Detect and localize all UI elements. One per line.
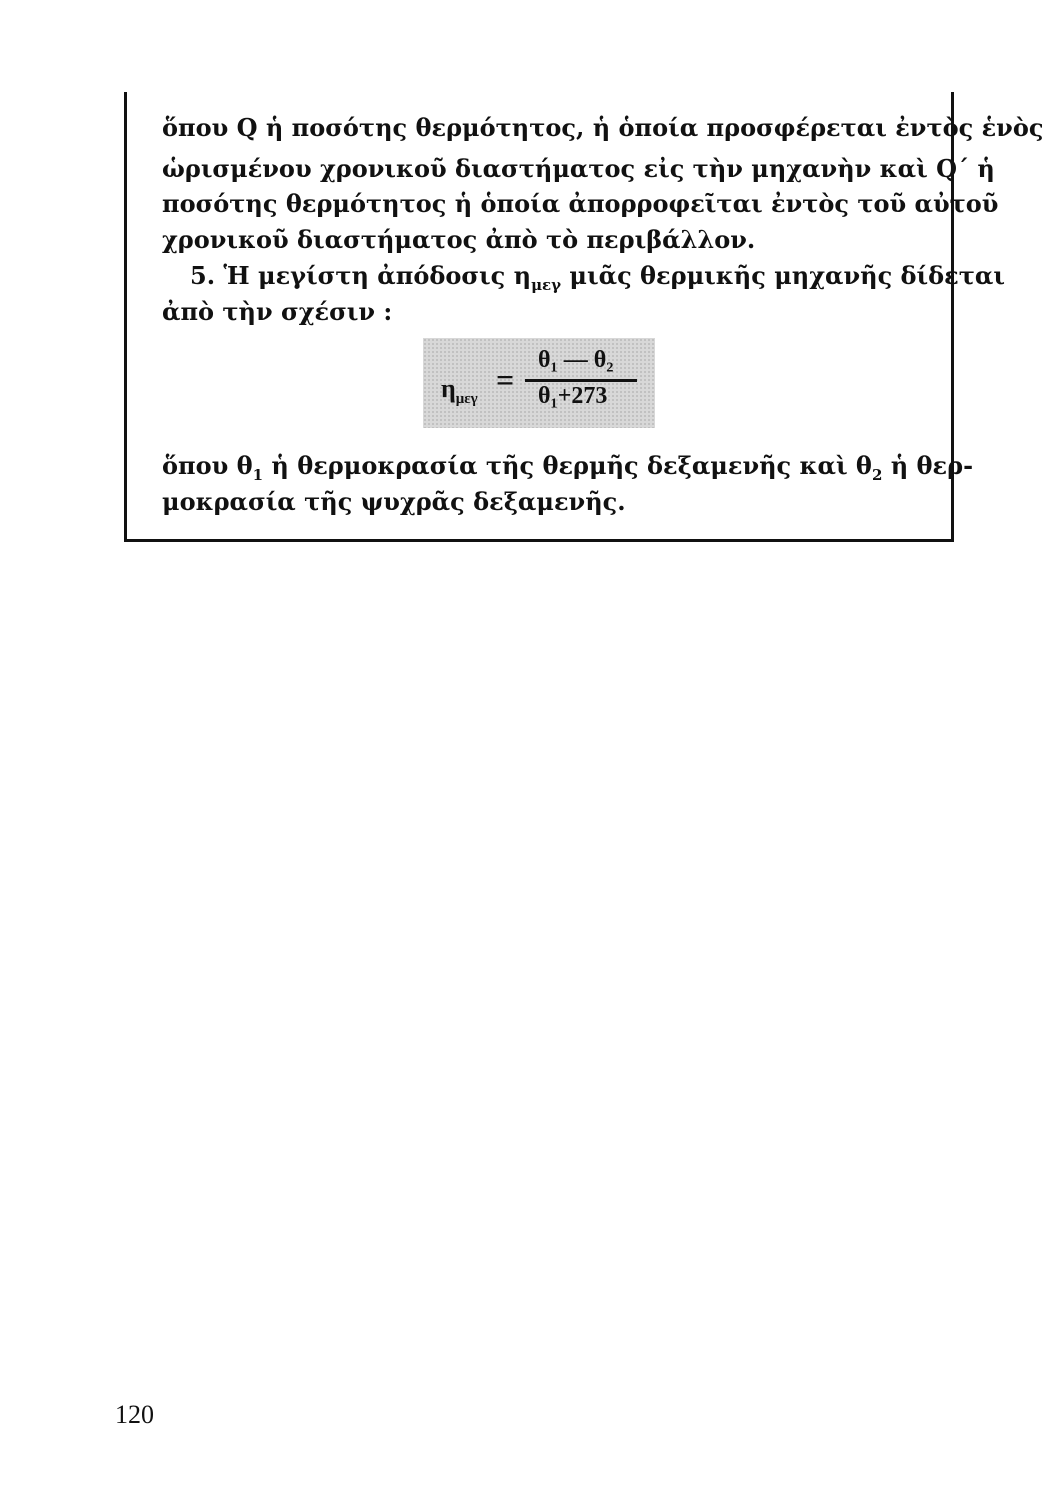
theta-2-subscript: 2: [871, 466, 883, 484]
fraction-bar: [525, 379, 637, 382]
formula-lhs: [441, 374, 478, 407]
item-5-text-a: 5. Ἡ μεγίστη ἀπόδοσις η: [190, 261, 532, 290]
text-line-1: ὅπου Q ἡ ποσότης θερμότητος, ἡ ὁποία προσφέρεται ἐντὸς ἑνὸς: [162, 113, 1044, 142]
item-5-text-b: μιᾶς θερμικῆς μηχανῆς δίδεται: [561, 261, 1005, 290]
where-text-a: ὅπου θ: [162, 451, 253, 480]
theta-1-subscript: 1: [252, 466, 264, 484]
text-line-3: ποσότης θερμότητος ἡ ὁποία ἀπορροφεῖται ἐντὸς τοῦ αὐτοῦ: [162, 189, 999, 218]
where-text-c: ἡ θερ-: [882, 451, 974, 480]
text-line-2: ὡρισμένου χρονικοῦ διαστήματος εἰς τὴν μηχανὴν καὶ Q΄ ἡ: [162, 154, 995, 183]
item-5-line-2: ἀπὸ τὴν σχέσιν :: [162, 297, 393, 326]
formula-numerator: θ₁ — θ₂: [538, 347, 614, 373]
formula-equals: =: [496, 362, 515, 398]
page-number: 120: [115, 1400, 154, 1429]
where-line-2: μοκρασία τῆς ψυχρᾶς δεξαμενῆς.: [162, 487, 626, 516]
formula-eta-subscript: μεγ: [455, 391, 478, 407]
formula-eta: η: [441, 374, 456, 403]
where-line-1: [162, 451, 974, 484]
where-text-b: ἡ θερμοκρασία τῆς θερμῆς δεξαμενῆς καὶ θ: [263, 451, 872, 480]
eta-subscript: μεγ: [531, 276, 562, 294]
formula-denominator: θ₁+273: [538, 383, 608, 409]
text-line-4: χρονικοῦ διαστήματος ἀπὸ τὸ περιβάλλον.: [162, 225, 756, 254]
item-5-line-1: [190, 261, 1005, 294]
